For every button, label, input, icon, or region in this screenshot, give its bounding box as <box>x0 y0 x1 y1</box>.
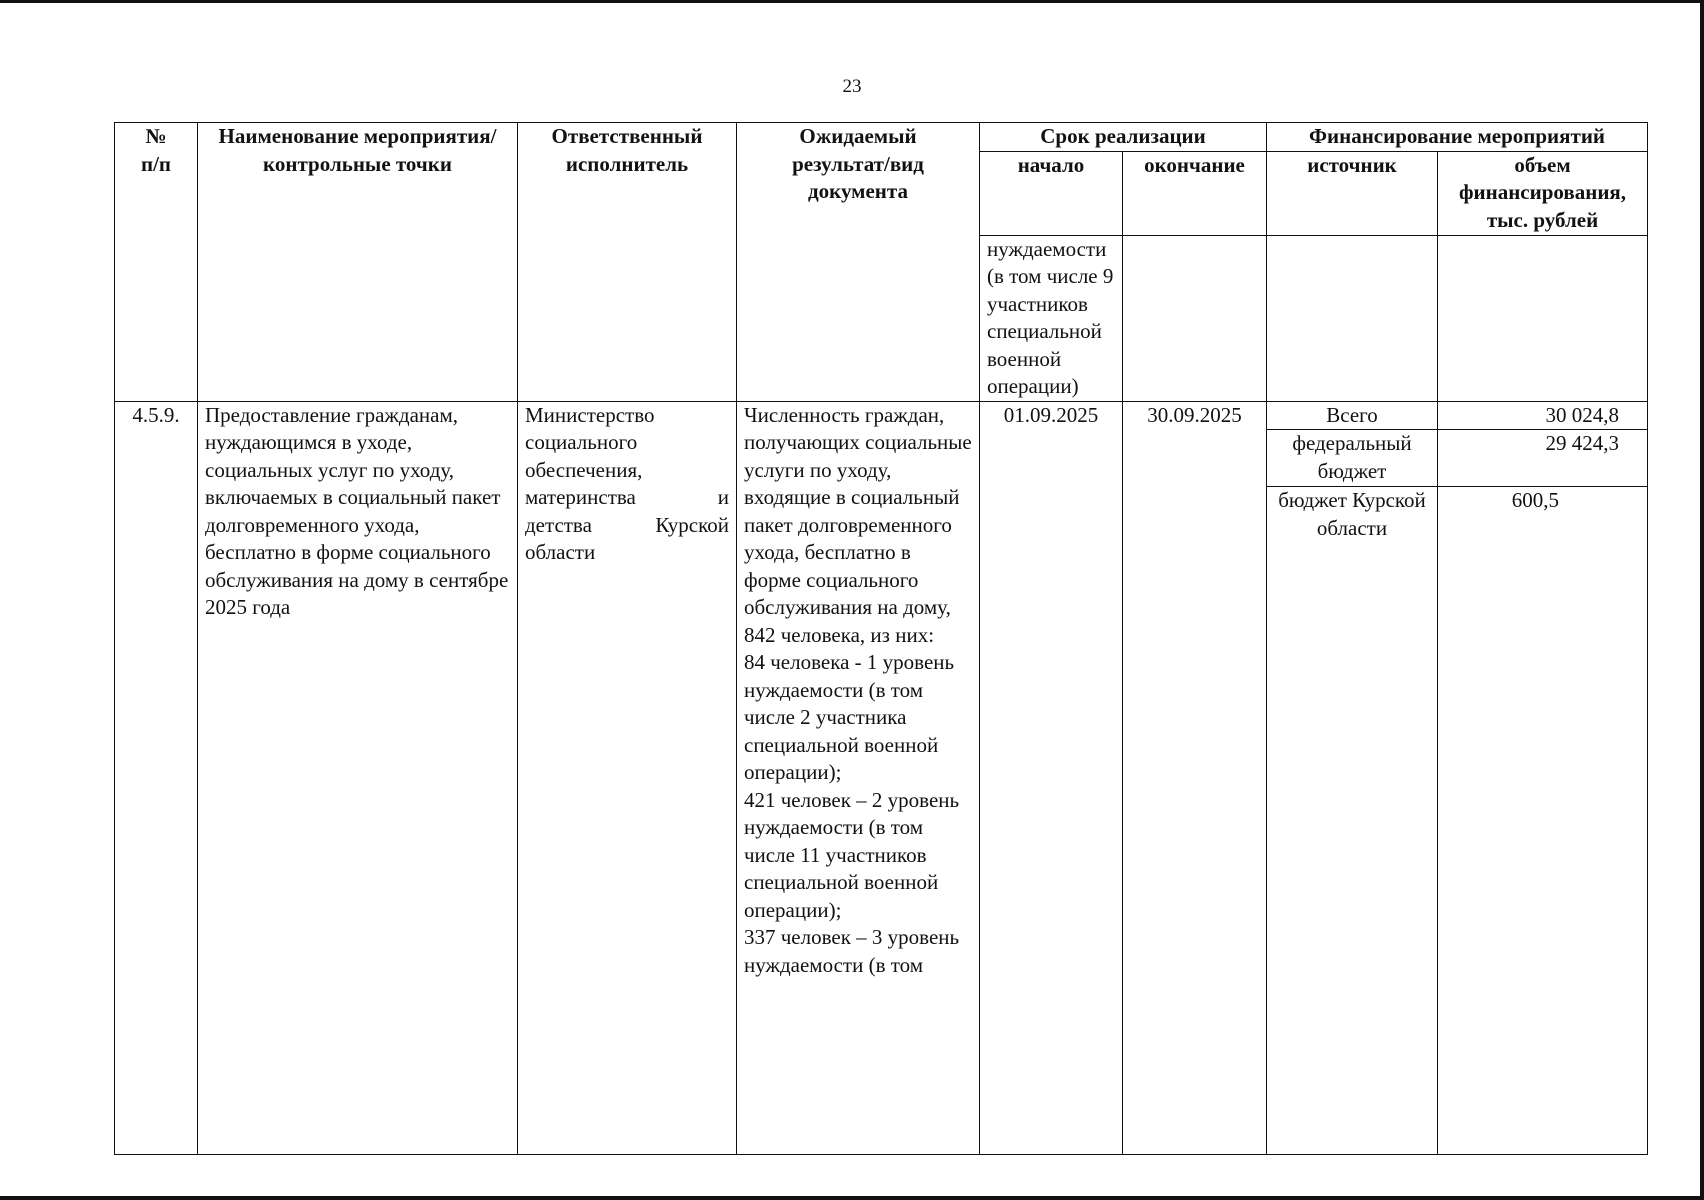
row-name: Предоставление гражданам, нуждающимся в уходе, социальных услуг по уходу, включаемых в социальный пакет долговременного ухода, бесплатно в форме социального обслуживания на дому в сентябре 2025 года <box>198 401 518 1155</box>
continued-end <box>1267 235 1438 401</box>
continued-source <box>1438 235 1648 401</box>
header-row-1 <box>115 123 1648 152</box>
page-number: 23 <box>842 76 862 97</box>
responsible-line: социального <box>525 430 638 454</box>
table-row <box>115 401 1648 430</box>
activities-table <box>114 122 1648 1155</box>
continued-result: нуждаемости (в том числе 9 участников специальной военной операции) <box>980 235 1123 401</box>
responsible-line: обеспечения, <box>525 457 643 482</box>
row-start-date: 01.09.2025 <box>980 401 1123 1155</box>
header-source: источник <box>1267 151 1438 235</box>
row-responsible <box>518 401 737 1155</box>
row-result: Численность граждан, получающих социальные услуги по уходу, входящие в социальный пакет долговременного ухода, бесплатно в форме социального обслуживания на дому, 842 человека, из них: 84 человека - 1 уровень нуждаемости (в том числе 2 участника специальной военной операции); 421 человек – 2 уровень нуждаемости (в том числе 11 участников специальной военной операции); 337 человек – 3 уровень нуждаемости (в том <box>737 401 980 1155</box>
header-volume: объем финансирования, тыс. рублей <box>1438 151 1648 235</box>
row-num: 4.5.9. <box>115 401 198 1155</box>
financing-source-federal: федеральный бюджет <box>1267 430 1438 487</box>
header-financing: Финансирование мероприятий <box>1267 123 1648 152</box>
financing-source-total: Всего <box>1267 401 1438 430</box>
header-result: Ожидаемый результат/вид документа <box>737 123 980 402</box>
page-border-bottom <box>0 1196 1704 1200</box>
row-end-date: 30.09.2025 <box>1123 401 1267 1155</box>
header-period-start: начало <box>980 151 1123 235</box>
page-border-right <box>1700 0 1704 1200</box>
page-border-top <box>0 0 1704 3</box>
financing-volume-total: 30 024,8 <box>1438 401 1648 430</box>
responsible-line: области <box>525 540 596 564</box>
continued-start <box>1123 235 1267 401</box>
header-responsible: Ответственный исполнитель <box>518 123 737 402</box>
financing-source-regional: бюджет Курской области <box>1267 487 1438 1155</box>
header-period: Срок реализации <box>980 123 1267 152</box>
header-period-end: окончание <box>1123 151 1267 235</box>
financing-volume-regional: 600,5 <box>1438 487 1648 1155</box>
responsible-line: материнства и <box>525 485 729 509</box>
header-num: № п/п <box>115 123 198 402</box>
responsible-line: детства Курской <box>525 512 729 537</box>
financing-volume-federal: 29 424,3 <box>1438 430 1648 487</box>
responsible-line: Министерство <box>525 402 655 427</box>
header-name: Наименование мероприятия/контрольные точки <box>198 123 518 402</box>
